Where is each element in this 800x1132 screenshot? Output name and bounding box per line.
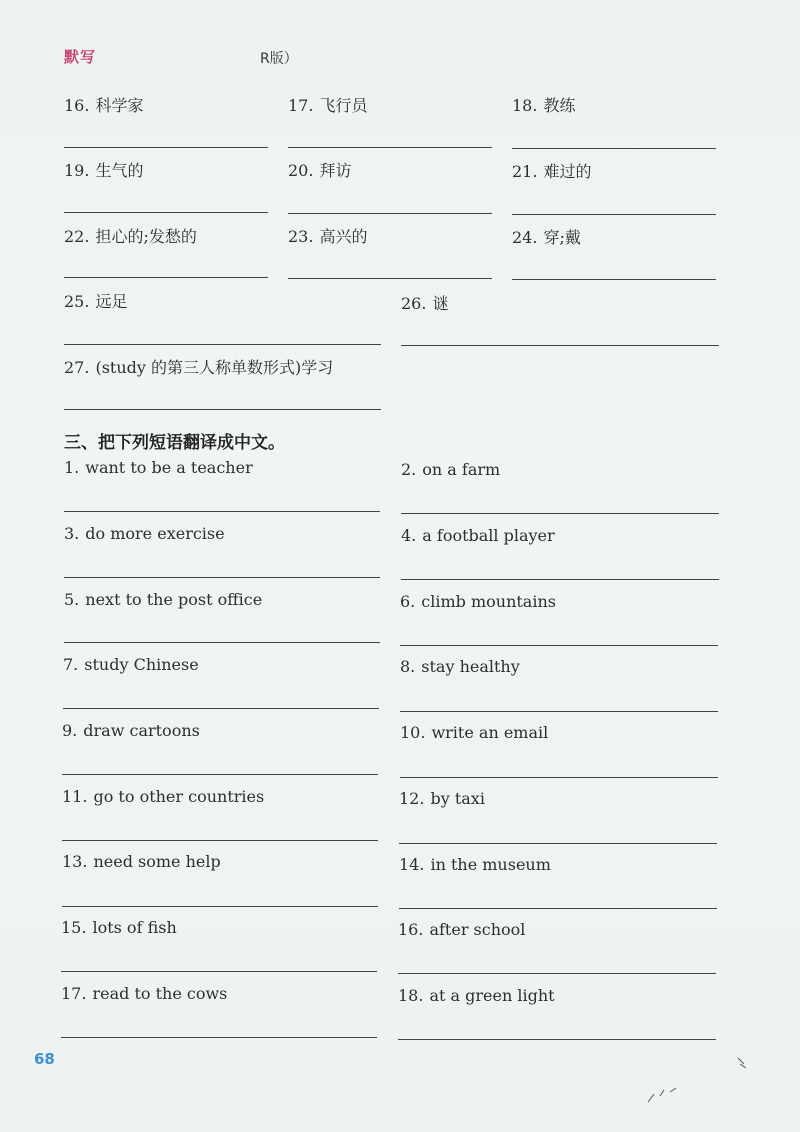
item-text: stay healthy	[421, 657, 520, 676]
item-number: 4.	[401, 526, 417, 545]
item-text: need some help	[93, 852, 221, 871]
vocab-item	[64, 355, 333, 378]
item-number: 24.	[512, 228, 538, 247]
phrase-item	[398, 986, 555, 1005]
answer-line[interactable]	[64, 409, 381, 410]
vocab-item	[288, 224, 367, 247]
section-3-title: 三、把下列短语翻译成中文。	[64, 433, 285, 453]
phrase-item	[64, 458, 253, 477]
item-number: 3.	[64, 524, 80, 543]
item-text: 拜访	[319, 161, 352, 180]
item-text: after school	[429, 920, 526, 939]
answer-line[interactable]	[398, 1039, 716, 1040]
answer-line[interactable]	[399, 908, 717, 909]
phrase-item	[400, 592, 556, 611]
phrase-item	[400, 723, 548, 742]
item-text: 高兴的	[319, 227, 368, 246]
answer-line[interactable]	[288, 278, 492, 279]
item-number: 27.	[64, 358, 90, 377]
phrase-item	[62, 721, 200, 740]
pencil-scribble-icon	[640, 1050, 750, 1110]
item-text: 科学家	[95, 96, 144, 115]
item-number: 5.	[64, 590, 80, 609]
vocab-item	[64, 158, 143, 181]
item-number: 7.	[63, 655, 79, 674]
item-number: 20.	[288, 161, 314, 180]
vocab-item	[512, 93, 575, 116]
phrase-item	[64, 590, 262, 609]
item-text: write an email	[431, 723, 549, 742]
item-number: 16.	[64, 96, 90, 115]
item-number: 18.	[398, 986, 424, 1005]
item-number: 12.	[399, 789, 425, 808]
phrase-item	[401, 460, 500, 479]
item-number: 23.	[288, 227, 314, 246]
answer-line[interactable]	[64, 642, 380, 643]
item-number: 2.	[401, 460, 417, 479]
vocab-item	[64, 224, 197, 247]
phrase-item	[62, 852, 221, 871]
item-number: 25.	[64, 292, 90, 311]
answer-line[interactable]	[64, 147, 268, 148]
phrase-item	[401, 526, 555, 545]
item-number: 10.	[400, 723, 426, 742]
item-number: 11.	[62, 787, 88, 806]
phrase-item	[63, 655, 199, 674]
answer-line[interactable]	[401, 513, 719, 514]
item-text: read to the cows	[92, 984, 228, 1003]
vocab-item	[512, 225, 581, 248]
answer-line[interactable]	[401, 579, 719, 580]
item-number: 19.	[64, 161, 90, 180]
item-text: lots of fish	[92, 918, 177, 937]
phrase-item	[61, 918, 177, 937]
item-text: go to other countries	[93, 787, 265, 806]
phrase-item	[399, 855, 551, 874]
answer-line[interactable]	[62, 774, 378, 775]
item-text: want to be a teacher	[85, 458, 253, 477]
item-text: 生气的	[95, 161, 144, 180]
item-text: 远足	[95, 292, 128, 311]
item-text: 穿;戴	[543, 228, 581, 247]
answer-line[interactable]	[61, 971, 377, 972]
item-text: climb mountains	[421, 592, 556, 611]
item-text: at a green light	[429, 986, 555, 1005]
item-text: next to the post office	[85, 590, 263, 609]
answer-line[interactable]	[288, 147, 492, 148]
item-text: 担心的;发愁的	[95, 227, 197, 246]
answer-line[interactable]	[62, 840, 378, 841]
vocab-item	[401, 291, 448, 314]
answer-line[interactable]	[62, 906, 378, 907]
item-number: 21.	[512, 162, 538, 181]
answer-line[interactable]	[512, 279, 716, 280]
item-number: 15.	[61, 918, 87, 937]
answer-line[interactable]	[398, 973, 716, 974]
item-text: by taxi	[430, 789, 485, 808]
item-text: draw cartoons	[83, 721, 200, 740]
vocab-item	[64, 93, 143, 116]
vocab-item	[64, 289, 127, 312]
answer-line[interactable]	[61, 1037, 377, 1038]
item-text: (study 的第三人称单数形式)学习	[95, 358, 334, 377]
answer-line[interactable]	[64, 577, 380, 578]
answer-line[interactable]	[400, 711, 718, 712]
answer-line[interactable]	[63, 708, 379, 709]
answer-line[interactable]	[288, 213, 492, 214]
page-number: 68	[34, 1050, 55, 1068]
answer-line[interactable]	[64, 277, 268, 278]
item-number: 8.	[400, 657, 416, 676]
item-number: 13.	[62, 852, 88, 871]
answer-line[interactable]	[512, 148, 716, 149]
item-text: study Chinese	[84, 655, 199, 674]
answer-line[interactable]	[512, 214, 716, 215]
answer-line[interactable]	[64, 344, 381, 345]
item-number: 26.	[401, 294, 427, 313]
item-number: 22.	[64, 227, 90, 246]
item-number: 14.	[399, 855, 425, 874]
phrase-item	[62, 787, 264, 806]
item-text: 飞行员	[319, 96, 368, 115]
item-text: 难过的	[543, 162, 592, 181]
item-number: 6.	[400, 592, 416, 611]
item-text: on a farm	[422, 460, 501, 479]
header-title: 默写	[64, 48, 97, 66]
vocab-item	[288, 158, 351, 181]
item-number: 9.	[62, 721, 78, 740]
answer-line[interactable]	[400, 777, 718, 778]
answer-line[interactable]	[64, 511, 380, 512]
item-number: 1.	[64, 458, 80, 477]
item-number: 17.	[61, 984, 87, 1003]
phrase-item	[398, 920, 525, 939]
item-text: a football player	[422, 526, 555, 545]
phrase-item	[399, 789, 485, 808]
answer-line[interactable]	[64, 212, 268, 213]
item-text: 谜	[432, 294, 449, 313]
phrase-item	[61, 984, 227, 1003]
item-text: do more exercise	[85, 524, 225, 543]
item-text: in the museum	[430, 855, 551, 874]
answer-line[interactable]	[401, 345, 719, 346]
answer-line[interactable]	[400, 645, 718, 646]
vocab-item	[288, 93, 367, 116]
vocab-item	[512, 159, 591, 182]
item-text: 教练	[543, 96, 576, 115]
phrase-item	[64, 524, 225, 543]
header-edition: R版）	[260, 51, 298, 67]
item-number: 17.	[288, 96, 314, 115]
item-number: 16.	[398, 920, 424, 939]
answer-line[interactable]	[399, 843, 717, 844]
phrase-item	[400, 657, 520, 676]
item-number: 18.	[512, 96, 538, 115]
